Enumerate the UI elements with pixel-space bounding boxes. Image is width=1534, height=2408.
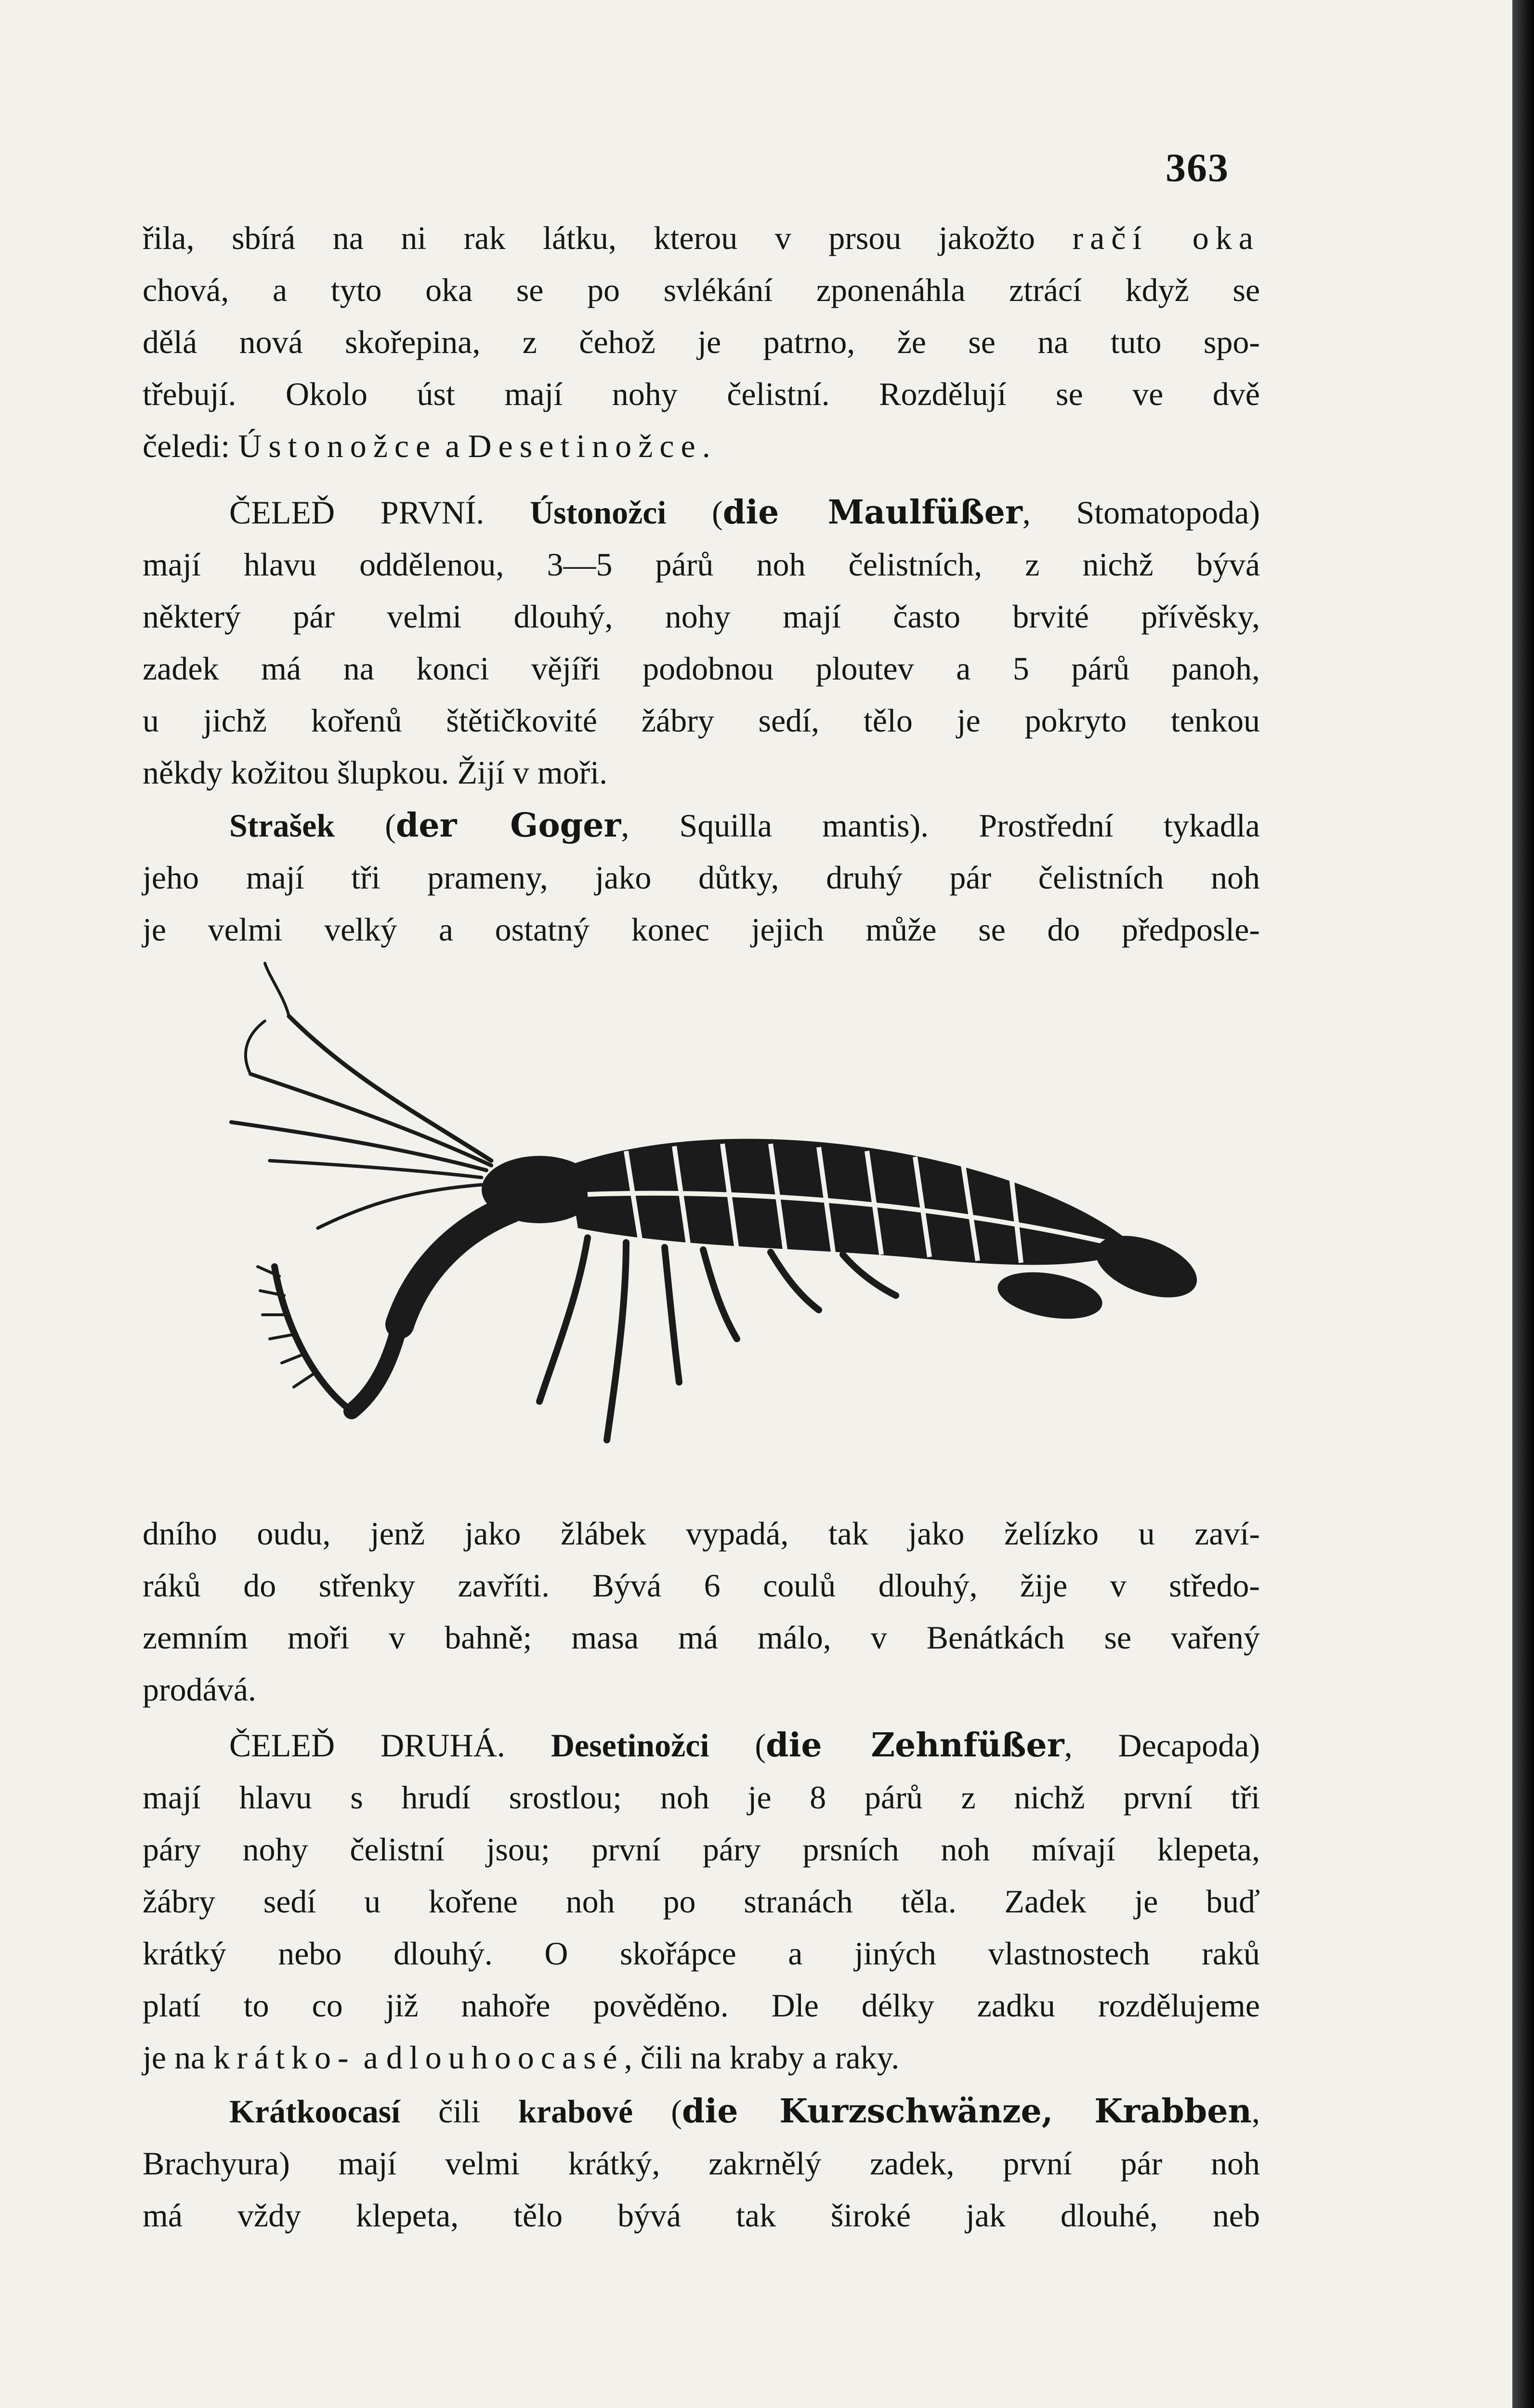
term-kratkoocasi: Krátkoocasí (229, 2093, 401, 2130)
text-line: ČELEĎ DRUHÁ. Desetinožci (die Zehnfüßer, Decapoda) (229, 1726, 1260, 1765)
term-desetinozci: Desetinožci (551, 1727, 709, 1764)
text-line: jeho mají tři prameny, jako důtky, druhý pár čelistních noh (143, 859, 1260, 896)
text-line: má vždy klepeta, tělo bývá tak široké jak dlouhé, neb (143, 2197, 1260, 2234)
term-ustonozci: Ústonožci (530, 494, 667, 531)
text-line: dního oudu, jenž jako žlábek vypadá, tak jako želízko u zaví- (143, 1515, 1260, 1552)
text-line: prodává. (143, 1671, 257, 1708)
paragraph-brachyura (143, 2085, 1260, 2241)
text-line: páry nohy čelistní jsou; první páry prsních noh mívají klepeta, (143, 1831, 1260, 1868)
scan-edge-right (1512, 0, 1534, 2408)
text-line: dělá nová skořepina, z čehož je patrno, že se na tuto spo- (143, 324, 1260, 360)
term-krabove: krabové (518, 2093, 633, 2130)
text-line: ČELEĎ PRVNÍ. Ústonožci (die Maulfüßer, Stomatopoda) (229, 493, 1260, 532)
text-line: ráků do střenky zavříti. Bývá 6 coulů dlouhý, žije v středo- (143, 1567, 1260, 1604)
text-line: některý pár velmi dlouhý, nohy mají často brvité přívěsky, (143, 598, 1260, 635)
paragraph-squilla-top (143, 799, 1260, 955)
text-line: řila, sbírá na ni rak látku, kterou v prsou jakožto račí oka (143, 220, 1260, 256)
paragraph-squilla-bottom (143, 1507, 1260, 1715)
paragraph-family-one (143, 486, 1260, 798)
text-line: někdy kožitou šlupkou. Žijí v moři. (143, 754, 608, 791)
paragraph-family-two (143, 1719, 1260, 2083)
text-line: u jichž kořenů štětičkovité žábry sedí, tělo je pokryto tenkou (143, 702, 1260, 739)
text-line: mají hlavu oddělenou, 3—5 párů noh čelistních, z nichž bývá (143, 546, 1260, 583)
text-line: Brachyura) mají velmi krátký, zakrnělý zadek, první pár noh (143, 2145, 1260, 2182)
text-line: mají hlavu s hrudí srostlou; noh je 8 párů z nichž první tři (143, 1779, 1260, 1816)
text-line: Krátkoocasí čili krabové (die Kurzschwänze, Krabben, (229, 2092, 1260, 2131)
text-line: třebují. Okolo úst mají nohy čelistní. Rozdělují se ve dvě (143, 376, 1260, 412)
text-line: je na krátko- a dlouhoocasé, čili na kraby a raky. (143, 2039, 900, 2076)
paragraph-intro (143, 212, 1260, 472)
term-strasek: Strašek (229, 807, 335, 844)
text-line: Strašek (der Goger, Squilla mantis). Prostřední tykadla (229, 806, 1260, 845)
text-line: zemním moři v bahně; masa má málo, v Benátkách se vařený (143, 1619, 1260, 1656)
text-line: platí to co již nahoře pověděno. Dle délky zadku rozdělujeme (143, 1987, 1260, 2024)
text-line: je velmi velký a ostatný konec jejich může se do předposle- (143, 911, 1260, 948)
text-line: zadek má na konci vějíři podobnou ploutev a 5 párů panoh, (143, 650, 1260, 687)
text-line: čeledi: Ústonožce a Desetinožce. (143, 428, 717, 464)
page-number: 363 (1166, 145, 1229, 190)
text-line: žábry sedí u kořene noh po stranách těla. Zadek je buď (143, 1883, 1260, 1920)
mantis-shrimp-illustration (193, 958, 1252, 1507)
text-line: chová, a tyto oka se po svlékání zponenáhla ztrácí když se (143, 272, 1260, 308)
text-line: krátký nebo dlouhý. O skořápce a jiných vlastnostech raků (143, 1935, 1260, 1972)
